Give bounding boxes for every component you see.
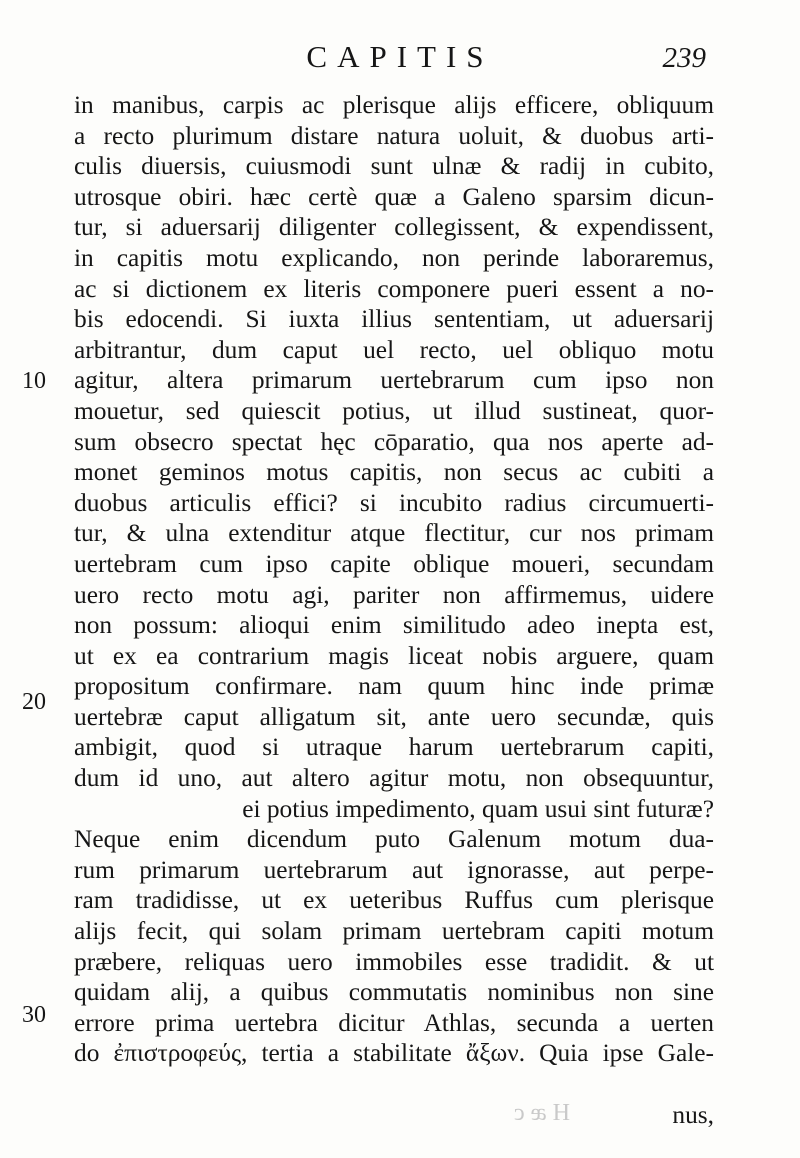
text-line: Neque enim dicendum puto Galenum motum dua- (74, 825, 714, 854)
text-line: monet geminos motus capitis, non secus ac cubiti a (74, 458, 714, 487)
text-line: ut ex ea contrarium magis liceat nobis arguere, quam (74, 641, 714, 670)
running-title: CAPITIS (306, 39, 494, 74)
text-line: ac si dictionem ex literis componere pueri essent a no- (74, 274, 714, 303)
page-number: 239 (662, 42, 706, 74)
text-line: propositum confirmare. nam quum hinc inde primæ (74, 672, 714, 701)
text-line: præbere, reliquas uero immobiles esse tradidit. & ut (74, 947, 714, 976)
text-line: in manibus, carpis ac plerisque alijs efficere, obliquum (74, 91, 714, 119)
text-line: tur, si aduersarij diligenter collegissent, & expendissent, (74, 213, 714, 242)
text-line: sum obsecro spectat hęc cōparatio, qua nos aperte ad- (74, 427, 714, 456)
text-line: a recto plurimum distare natura uoluit, & duobus arti- (74, 121, 714, 150)
body-text (74, 90, 714, 1069)
text-line: uertebræ caput alligatum sit, ante uero secundæ, quis (74, 702, 714, 731)
text-line: dum id uno, aut altero agitur motu, non obsequuntur, (74, 764, 714, 793)
margin-line-number-20: 20 (22, 689, 46, 715)
text-line: ram tradidisse, ut ex ueteribus Ruffus cum plerisque (74, 886, 714, 915)
text-line: ambigit, quod si utraque harum uertebrarum capiti, (74, 733, 714, 762)
text-line: culis diuersis, cuiusmodi sunt ulnæ & radij in cubito, (74, 152, 714, 181)
text-line: tur, & ulna extenditur atque flectitur, cur nos primam (74, 519, 714, 548)
text-line: alijs fecit, qui solam primam uertebram capiti motum (74, 917, 714, 946)
text-line: uertebram cum ipso capite oblique moueri, secundam (74, 549, 714, 578)
text-line: mouetur, sed quiescit potius, ut illud sustineat, quor- (74, 396, 714, 425)
text-line: uero recto motu agi, pariter non affirmemus, uidere (74, 580, 714, 609)
text-line: utrosque obiri. hæc certè quæ a Galeno sparsim dicun- (74, 182, 714, 211)
catchword: nus, (672, 1101, 714, 1129)
text-line: duobus articulis effici? si incubito radius circumuerti- (74, 488, 714, 517)
text-line: non possum: alioqui enim similitudo adeo inepta est, (74, 611, 714, 640)
text-line: errore prima uertebra dicitur Athlas, secunda a uerten (74, 1008, 714, 1037)
text-line: rum primarum uertebrarum aut ignorasse, aut perpe- (74, 855, 714, 884)
margin-line-number-30: 30 (22, 1002, 46, 1028)
bleed-through-text: Hæc (508, 1100, 570, 1126)
text-line: in capitis motu explicando, non perinde laboraremus, (74, 243, 714, 272)
text-line: agitur, altera primarum uertebrarum cum ipso non (74, 366, 714, 395)
margin-line-number-10: 10 (22, 368, 46, 394)
text-line: ei potius impedimento, quam usui sint futuræ? (242, 794, 714, 823)
text-line: quidam alij, a quibus commutatis nominibus non sine (74, 978, 714, 1007)
text-line: bis edocendi. Si iuxta illius sententiam, ut aduersarij (74, 305, 714, 334)
text-line: arbitrantur, dum caput uel recto, uel obliquo motu (74, 335, 714, 364)
text-line: do ἐπιστροφεύς, tertia a stabilitate ἄξων. Quia ipse Gale- (74, 1039, 714, 1068)
